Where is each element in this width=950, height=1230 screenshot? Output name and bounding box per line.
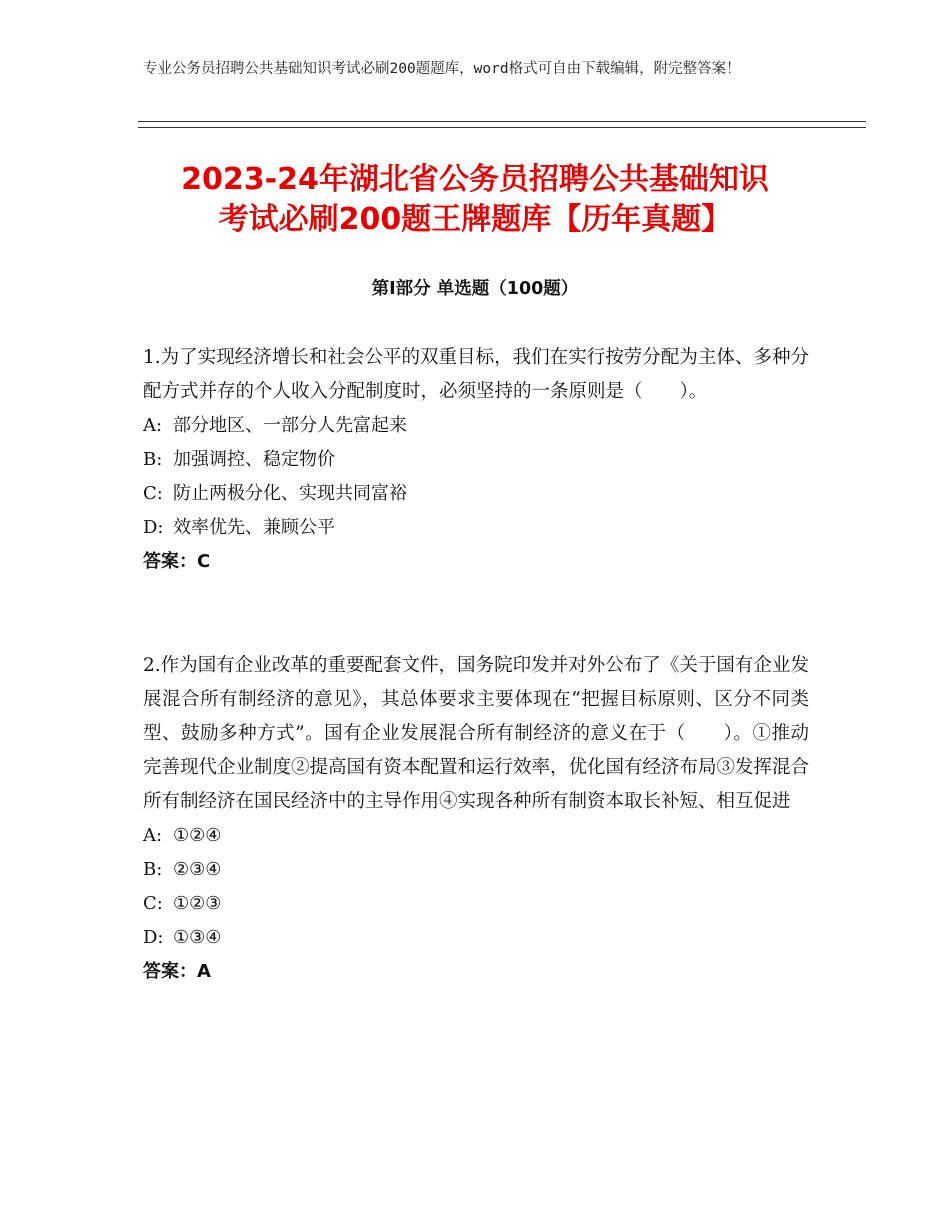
option-b <box>143 443 809 477</box>
option-letter: D: <box>143 927 164 948</box>
option-c <box>143 477 809 511</box>
answer: 答案：C <box>143 551 211 572</box>
option-d <box>143 921 809 955</box>
option-text: ②③④ <box>173 859 222 880</box>
section-title: 第Ⅰ部分 单选题（100题） <box>371 279 579 299</box>
document-title <box>100 160 850 240</box>
option-letter: C: <box>143 483 163 504</box>
option-text: 防止两极分化、实现共同富裕 <box>173 483 407 504</box>
answer: 答案：A <box>143 961 211 982</box>
option-letter: A: <box>143 825 163 846</box>
option-text: 部分地区、一部分人先富起来 <box>173 415 407 436</box>
option-c <box>143 887 809 921</box>
option-a <box>143 819 809 853</box>
option-text: 效率优先、兼顾公平 <box>173 517 335 538</box>
title-line-1: 2023-24年湖北省公务员招聘公共基础知识 <box>181 162 769 197</box>
option-text: ①②④ <box>173 825 222 846</box>
option-letter: B: <box>143 859 163 880</box>
option-text: 加强调控、稳定物价 <box>173 449 335 470</box>
option-letter: C: <box>143 893 163 914</box>
option-b <box>143 853 809 887</box>
question-1 <box>143 341 809 579</box>
option-text: ①③④ <box>173 927 222 948</box>
header-divider <box>138 121 866 128</box>
header-note: 专业公务员招聘公共基础知识考试必刷200题题库，word格式可自由下载编辑，附完整答案！ <box>143 61 741 77</box>
question-stem: 1.为了实现经济增长和社会公平的双重目标，我们在实行按劳分配为主体、多种分配方式并存的个人收入分配制度时，必须坚持的一条原则是（ ）。 <box>143 347 809 402</box>
option-letter: A: <box>143 415 163 436</box>
question-2 <box>143 649 809 989</box>
option-text: ①②③ <box>173 893 222 914</box>
title-line-2: 考试必刷200题王牌题库【历年真题】 <box>218 202 732 237</box>
option-letter: D: <box>143 517 164 538</box>
question-stem: 2.作为国有企业改革的重要配套文件，国务院印发并对外公布了《关于国有企业发展混合所有制经济的意见》，其总体要求主要体现在“把握目标原则、区分不同类型、鼓励多种方式”。国有企业发展混合所有制经济的意义在于（ ）。①推动完善现代企业制度②提高国有资本配置和运行效率，优化国有经济布局③发挥混合所有制经济在国民经济中的主导作用④实现各种所有制资本取长补短、相互促进 <box>143 655 810 812</box>
option-letter: B: <box>143 449 163 470</box>
option-a <box>143 409 809 443</box>
option-d <box>143 511 809 545</box>
